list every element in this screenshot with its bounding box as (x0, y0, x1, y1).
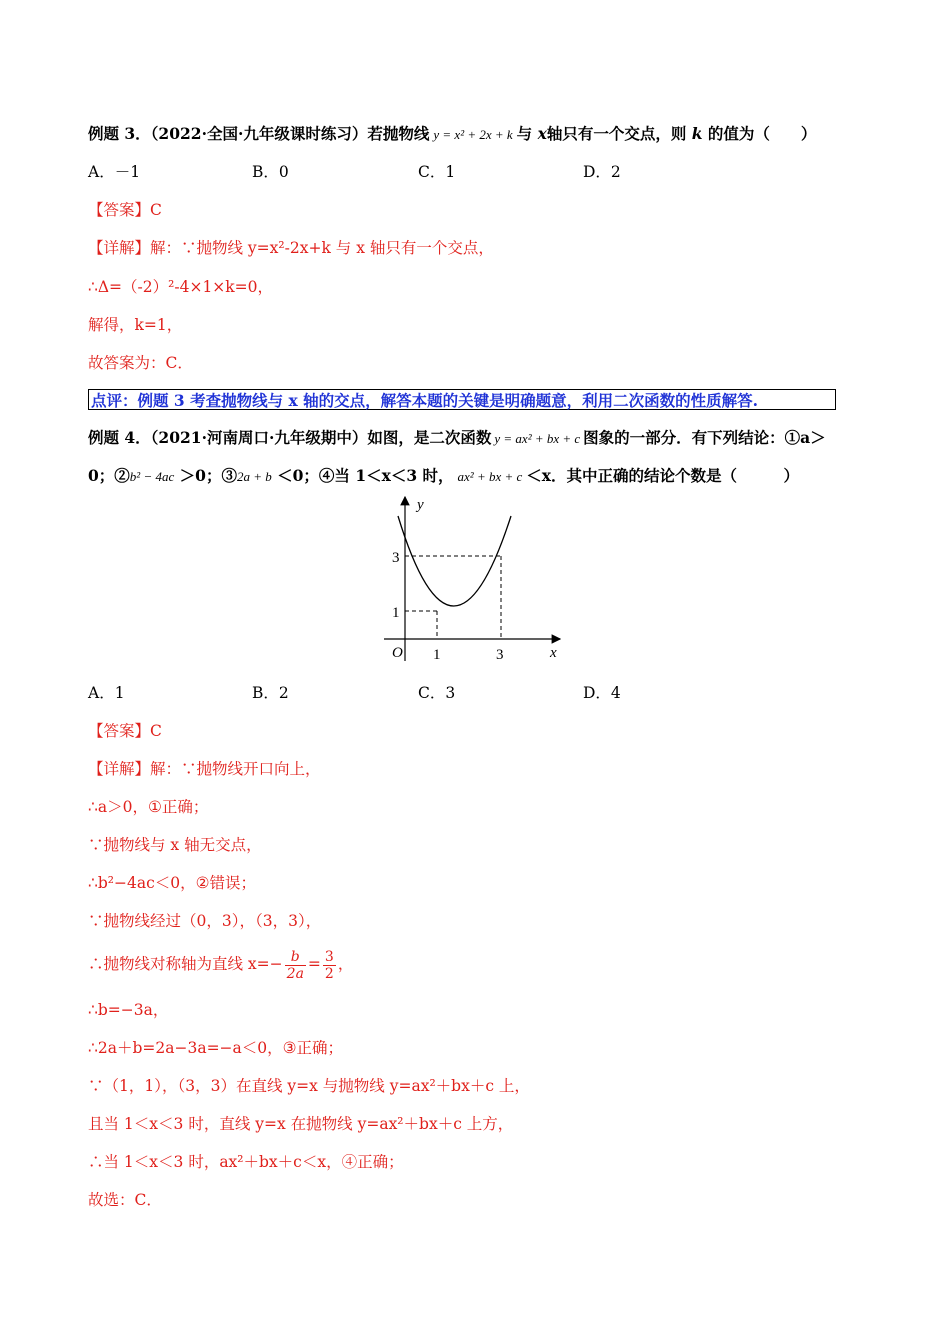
q3-detail-3: 解得，k=1， (88, 316, 183, 334)
q3-stem (88, 124, 816, 145)
q4-step-5: ∵抛物线经过（0，3），（3，3）， (88, 912, 322, 930)
fraction-numerator: b (285, 949, 306, 966)
label-x: x (550, 645, 557, 661)
q4-step-10: 且当 1＜x＜3 时，直线 y=x 在抛物线 y=ax²＋bx＋c 上方， (88, 1115, 514, 1133)
q4-option-b: B．2 (252, 684, 289, 702)
q3-var-k: k (691, 124, 703, 143)
q4-option-d: D．4 (583, 684, 621, 702)
parabola-figure (380, 493, 570, 665)
q4-line1-formula: y = ax² + bx + c (494, 431, 581, 446)
fraction-denominator: 2 (324, 965, 334, 982)
q3-formula: y = x² + 2x + k (433, 127, 513, 142)
fraction-numerator: 3 (324, 948, 334, 965)
q4-line1-prefix: 例题 4．（2021·河南周口·九年级期中）如图，是二次函数 (88, 428, 492, 447)
q3-mid2: 轴只有一个交点，则 (546, 124, 687, 143)
q4-line2-formula3: ax² + bx + c (457, 469, 523, 484)
tick-x-3: 3 (496, 647, 504, 663)
q4-step-6-suffix: ， (337, 955, 354, 973)
q4-step-6-prefix: ∴抛物线对称轴为直线 x=− (88, 955, 283, 973)
q4-fraction-b-2a (285, 949, 306, 982)
label-origin: O (392, 645, 403, 661)
fraction-denominator: 2a (286, 965, 304, 982)
q3-detail-1: 【详解】解：∵抛物线 y=x²-2x+k 与 x 轴只有一个交点， (88, 239, 494, 257)
q4-fraction-3-2 (323, 949, 336, 982)
q4-option-c: C．3 (418, 684, 456, 702)
q3-option-c: C．1 (418, 163, 456, 181)
q4-step-9: ∵（1，1），（3，3）在直线 y=x 与抛物线 y=ax²＋bx＋c 上， (88, 1077, 530, 1095)
q4-step-3: ∵抛物线与 x 轴无交点， (88, 836, 262, 854)
q4-stem-line2 (88, 466, 799, 487)
label-y: y (417, 497, 424, 513)
q4-line2-formula2: 2a + b (236, 469, 272, 484)
q4-step-7: ∴b=−3a， (88, 1001, 169, 1019)
q3-option-d: D．2 (583, 163, 621, 181)
tick-x-1: 1 (433, 647, 441, 663)
q4-line2-b: ＞0；③ (179, 466, 237, 485)
q4-step-11: ∴当 1＜x＜3 时，ax²＋bx＋c＜x，④正确； (88, 1153, 404, 1171)
q3-detail-2: ∴Δ=（-2）²-4×1×k=0， (88, 278, 274, 296)
q3-answer: 【答案】C (88, 201, 162, 219)
q4-line2-formula1: b² − 4ac (129, 469, 175, 484)
q4-line2-a: 0；② (88, 466, 130, 485)
q4-step-4: ∴b²−4ac＜0，②错误； (88, 874, 257, 892)
q3-var-x: x (537, 124, 547, 143)
parabola-curve (398, 516, 511, 606)
q4-step-6 (88, 946, 353, 982)
q4-step-6-eq: = (307, 955, 321, 973)
q4-line2-d: ＜x．其中正确的结论个数是（ ） (526, 466, 800, 485)
q4-stem-line1 (88, 428, 826, 449)
q3-comment-box: 点评：例题 3 考查抛物线与 x 轴的交点，解答本题的关键是明确题意，利用二次函数的性质解答. (88, 389, 836, 410)
q3-option-b: B．0 (252, 163, 289, 181)
q4-line1-suffix: 图象的一部分．有下列结论：①a＞ (583, 428, 826, 447)
q4-option-a: A．1 (88, 684, 125, 702)
q4-step-8: ∴2a＋b=2a−3a=−a＜0，③正确； (88, 1039, 344, 1057)
tick-y-1: 1 (392, 605, 400, 621)
tick-y-3: 3 (392, 550, 400, 566)
q4-answer: 【答案】C (88, 722, 162, 740)
q3-suffix: 的值为（ ） (707, 124, 817, 143)
q4-step-2: ∴a＞0，①正确； (88, 798, 209, 816)
q3-detail-4: 故答案为：C． (88, 354, 193, 372)
q3-option-a: A．－1 (88, 163, 141, 181)
q4-line2-c: ＜0；④当 1＜x＜3 时， (277, 466, 454, 485)
q3-prefix: 例题 3．（2022·全国·九年级课时练习）若抛物线 (88, 124, 430, 143)
q3-mid: 与 (516, 124, 533, 143)
q4-step-1: 【详解】解：∵抛物线开口向上， (88, 760, 321, 778)
q4-step-12: 故选：C． (88, 1191, 162, 1209)
